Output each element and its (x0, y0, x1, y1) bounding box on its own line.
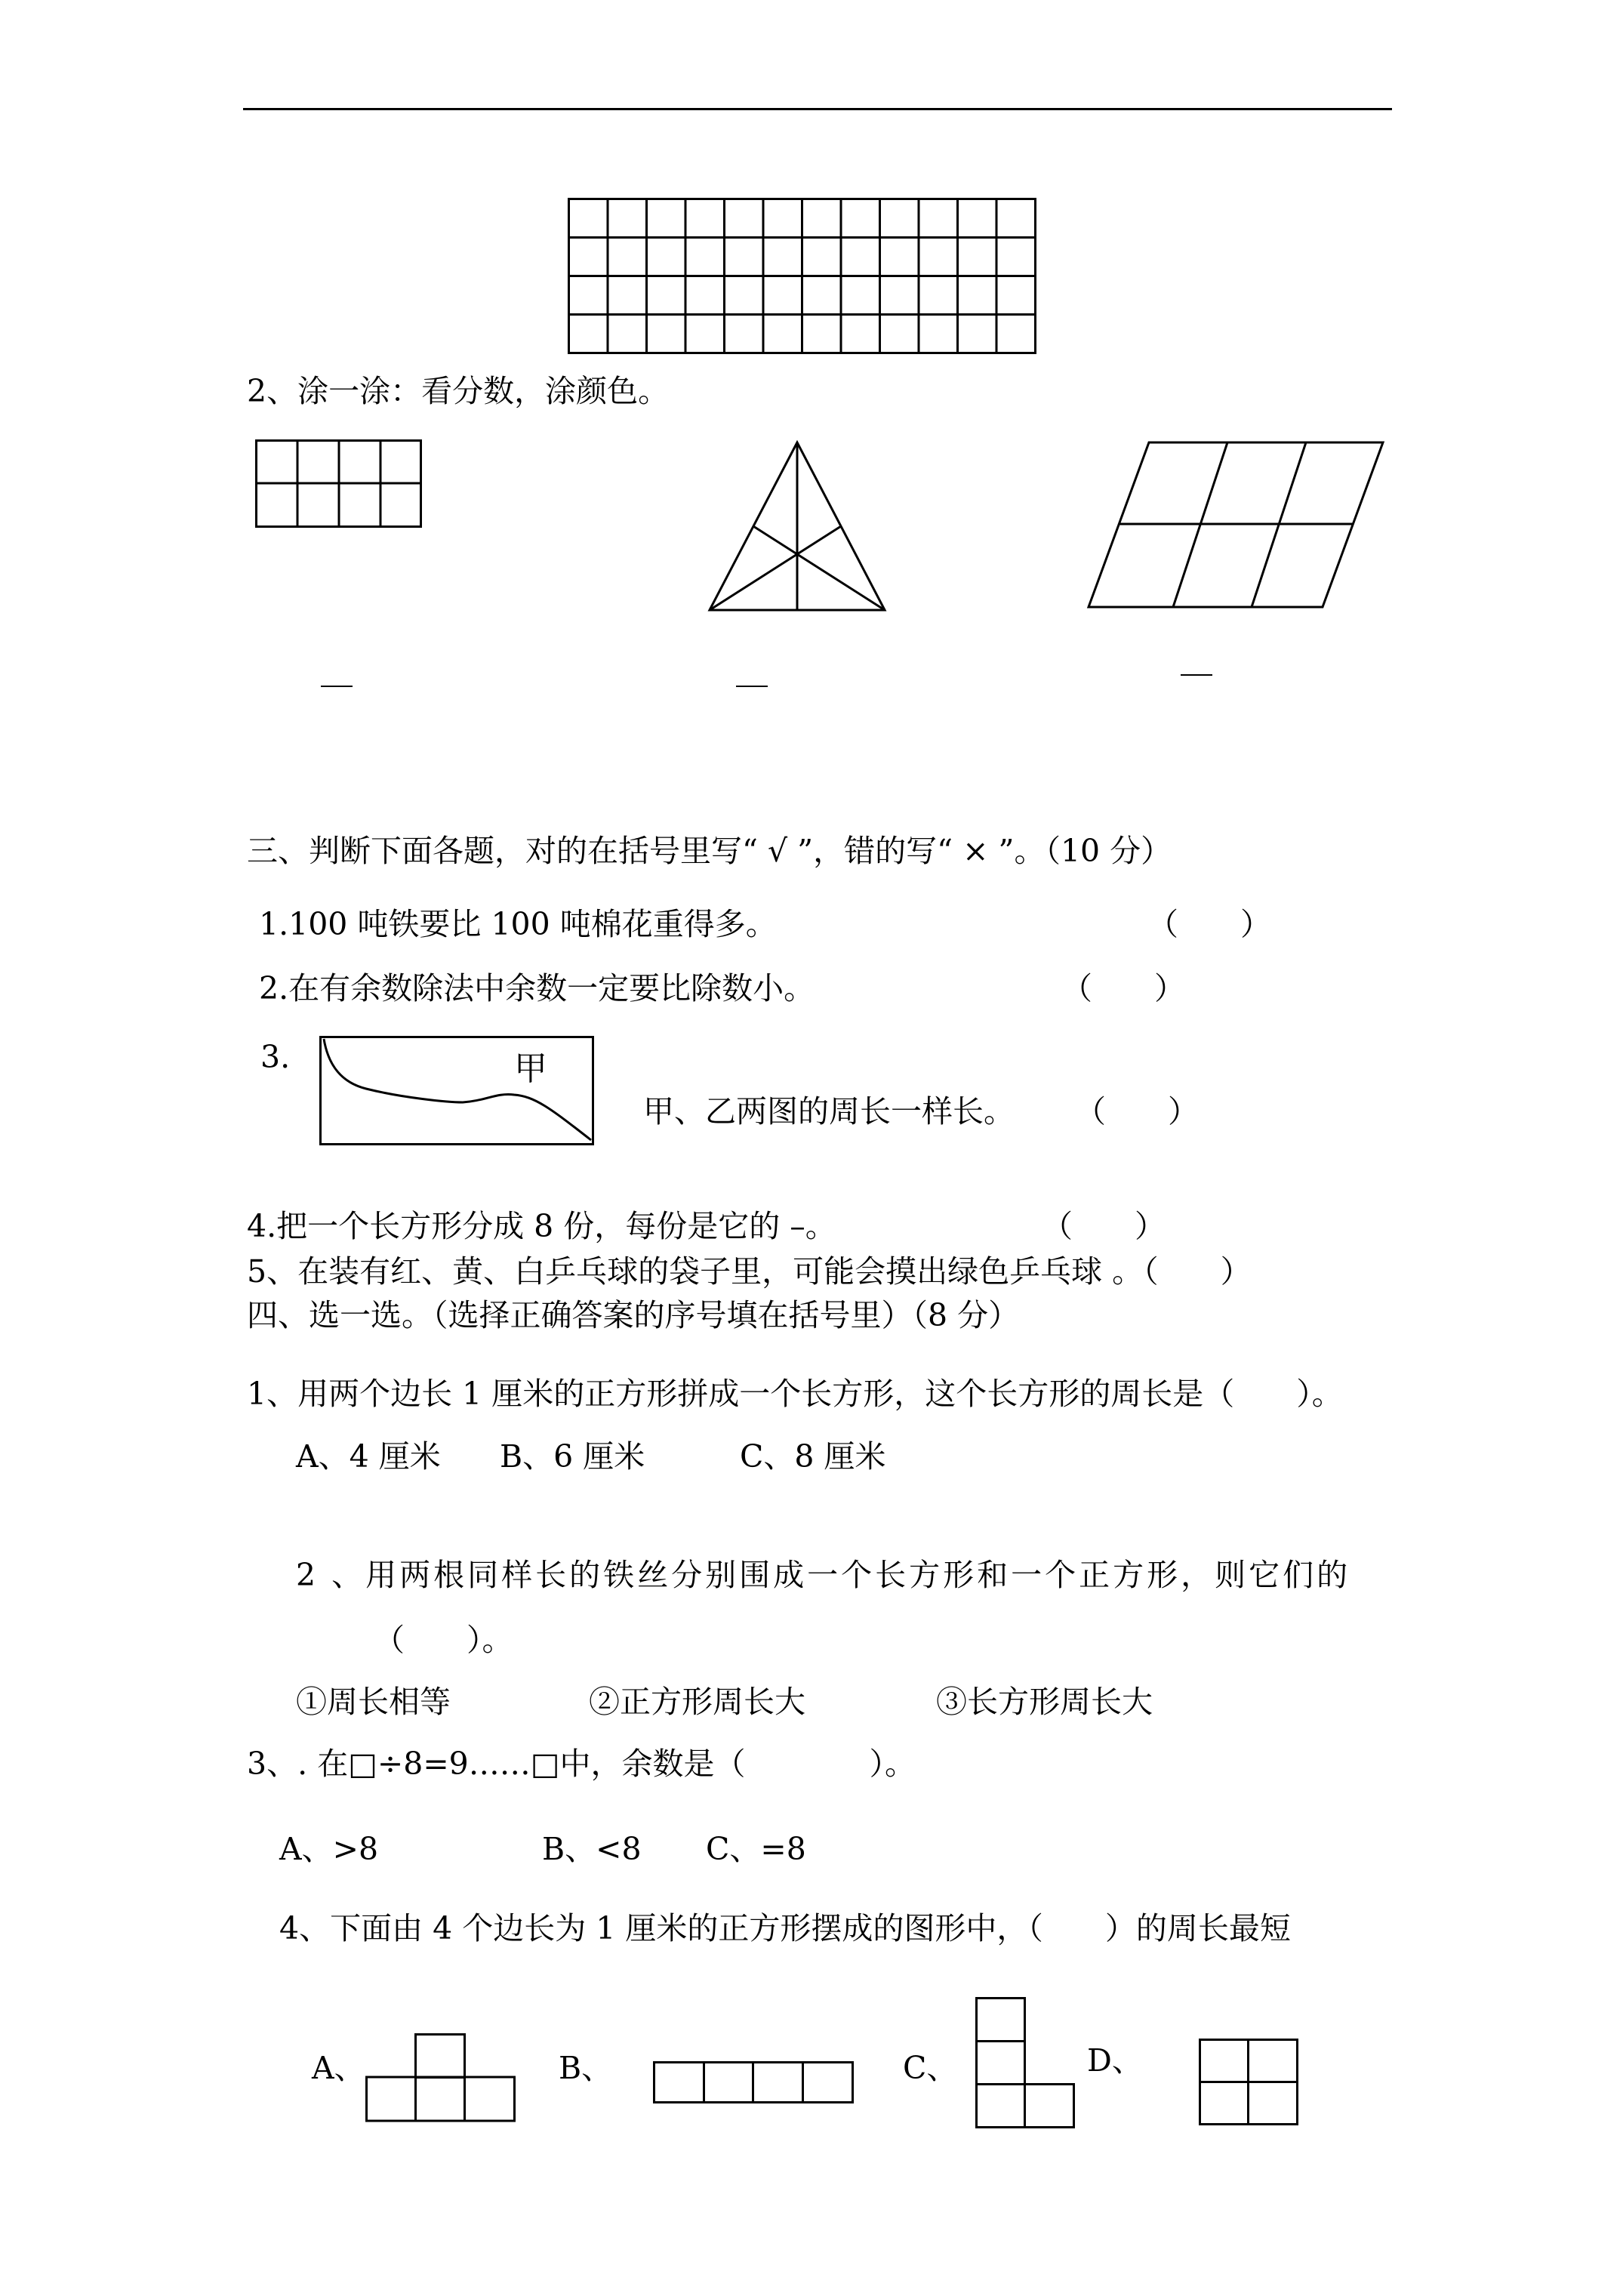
choice-q4-option-d[interactable]: D、 (1087, 2042, 1143, 2079)
grid-figure (568, 198, 1037, 355)
choice-q3: 3、. 在□÷8=9……□中，余数是（ ）。 (247, 1746, 916, 1782)
answer-paren[interactable]: （ ） (1061, 970, 1185, 1006)
header-rule (243, 108, 1392, 110)
section3-title: 三、判断下面各题，对的在括号里写“ √ ”，错的写“ × ”。（10 分） (247, 833, 1172, 869)
choice-q4-option-b[interactable]: B、 (559, 2050, 613, 2086)
shape-d (1199, 2039, 1298, 2126)
choice-q3-option-a[interactable]: A、>8 (279, 1831, 379, 1867)
judge-item-2: 2.在有余数除法中余数一定要比除数小。 (259, 970, 815, 1006)
rectangle-figure (255, 439, 423, 529)
choice-q2: 2 、用两根同样长的铁丝分别围成一个长方形和一个正方形，则它们的 (296, 1557, 1351, 1593)
jia-label: 甲 (514, 1049, 547, 1088)
answer-paren[interactable]: （ ） (1075, 1093, 1199, 1130)
fraction-blank[interactable] (736, 686, 768, 687)
choice-q1-option-a[interactable]: A、4 厘米 (296, 1438, 441, 1475)
choice-q2-option-2[interactable]: ②正方形周长大 (589, 1684, 805, 1720)
choice-q4-option-c[interactable]: C、 (903, 2050, 958, 2086)
judge-item-3-number: 3. (260, 1039, 291, 1075)
triangle-figure (708, 441, 886, 613)
shape-c (975, 1997, 1075, 2128)
fraction-blank[interactable] (321, 686, 353, 687)
answer-paren[interactable]: （ ） (1147, 906, 1271, 942)
choice-q1-option-b[interactable]: B、6 厘米 (500, 1438, 645, 1475)
fraction-blank[interactable] (1181, 674, 1212, 676)
choice-q2-paren[interactable]: （ ）。 (374, 1622, 513, 1658)
answer-paren[interactable]: （ ） (1042, 1208, 1166, 1244)
choice-q3-option-c[interactable]: C、=8 (706, 1831, 806, 1867)
judge-item-3: 甲、乙两图的周长一样长。 (643, 1093, 1015, 1130)
choice-q3-option-b[interactable]: B、<8 (542, 1831, 642, 1867)
q2-title: 2、涂一涂：看分数，涂颜色。 (247, 373, 670, 409)
judge-item-5: 5、在装有红、黄、白乒乓球的袋子里，可能会摸出绿色乒乓球 。（ ） (247, 1253, 1252, 1290)
choice-q1: 1、用两个边长 1 厘米的正方形拼成一个长方形，这个长方形的周长是（ ）。 (247, 1376, 1343, 1412)
shape-b (653, 2061, 854, 2104)
choice-q2-option-1[interactable]: ①周长相等 (296, 1684, 451, 1720)
choice-q4-option-a[interactable]: A、 (312, 2050, 365, 2086)
shape-a (365, 2033, 516, 2124)
parallelogram-figure (1087, 441, 1384, 609)
judge-item-4: 4.把一个长方形分成 8 份，每份是它的 –。 (247, 1208, 836, 1244)
choice-q2-option-3[interactable]: ③长方形周长大 (936, 1684, 1153, 1720)
section4-title: 四、选一选。（选择正确答案的序号填在括号里）（8 分） (247, 1297, 1020, 1333)
choice-q1-option-c[interactable]: C、8 厘米 (740, 1438, 886, 1475)
jia-yi-figure (319, 1036, 595, 1146)
judge-item-1: 1.100 吨铁要比 100 吨棉花重得多。 (259, 906, 777, 942)
choice-q4: 4、下面由 4 个边长为 1 厘米的正方形摆成的图形中，（ ）的周长最短 (279, 1910, 1291, 1946)
